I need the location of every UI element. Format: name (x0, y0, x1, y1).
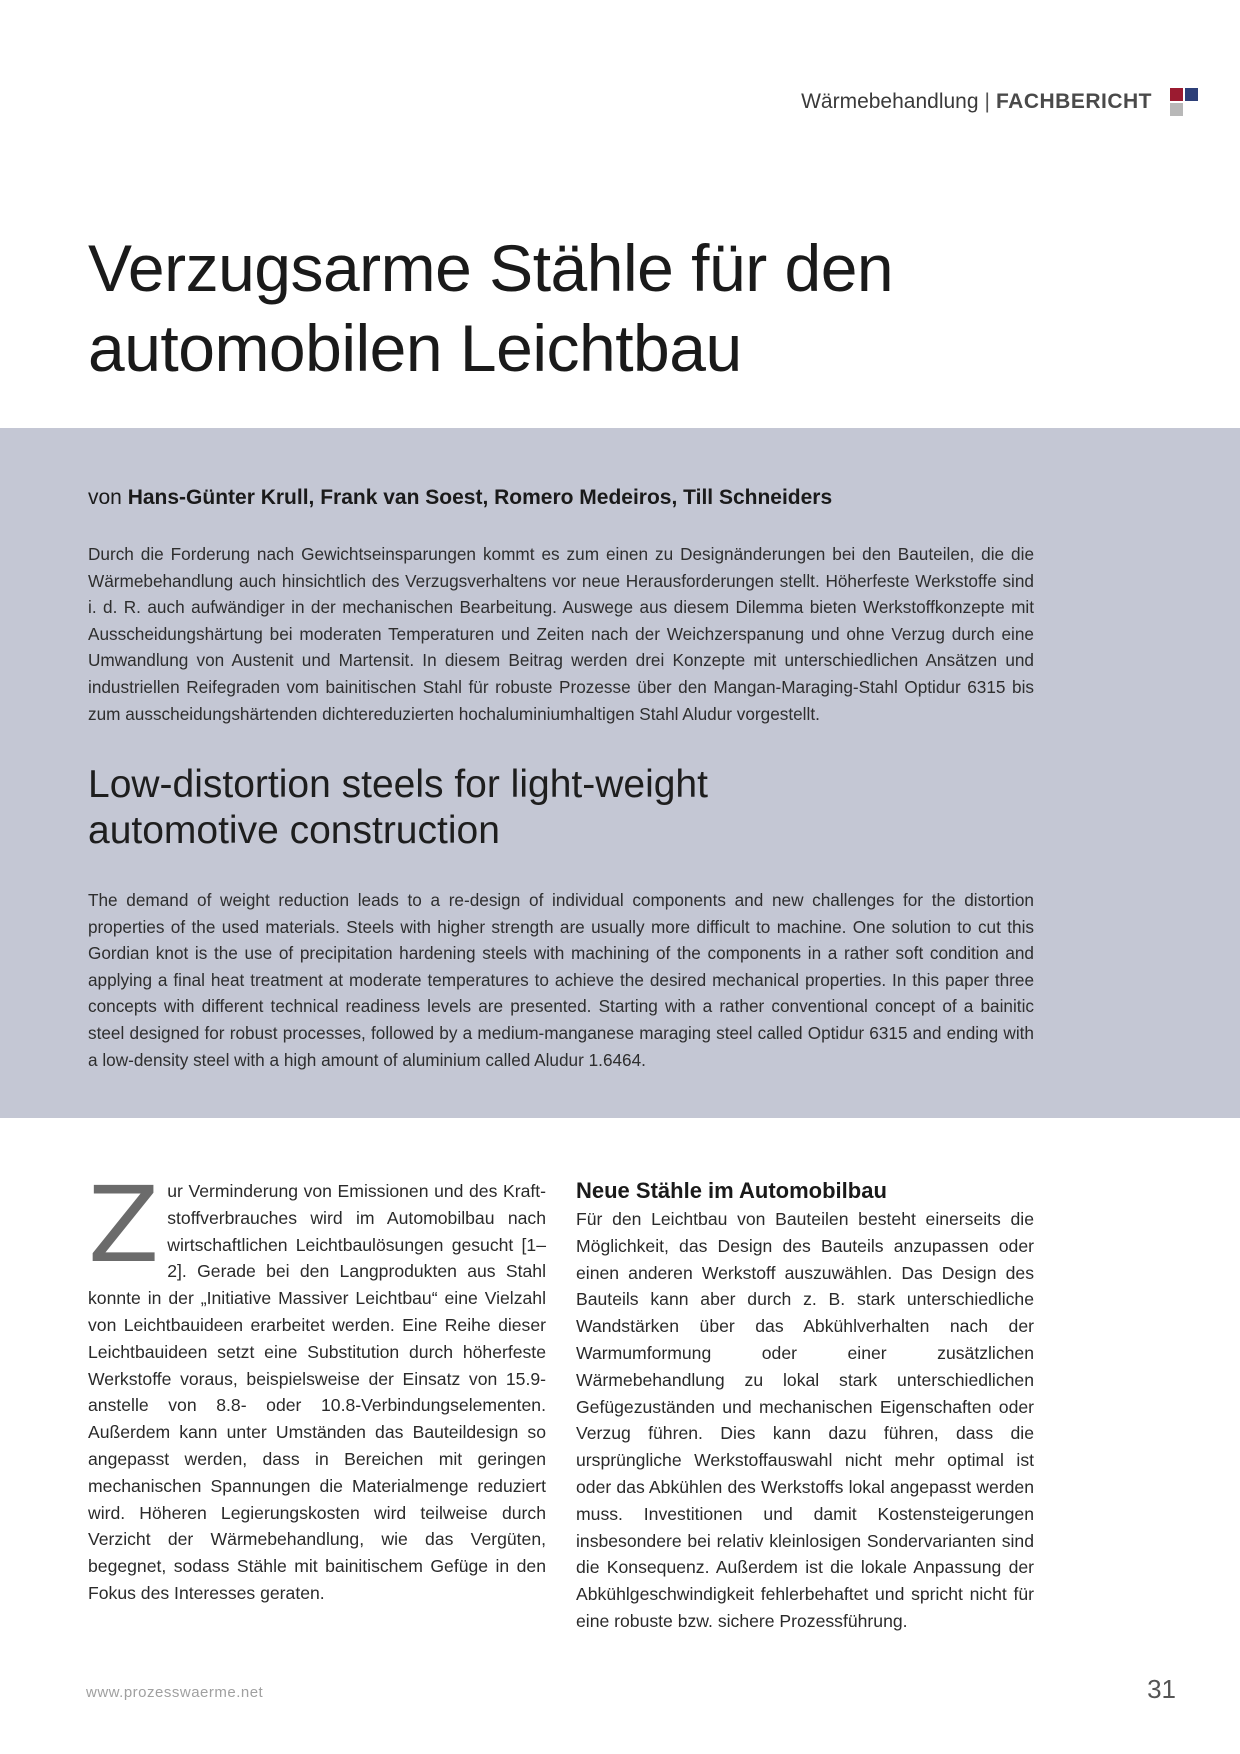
english-title-line-1: Low-distortion steels for light-weight (88, 763, 708, 806)
section-paragraph: Für den Leichtbau von Bauteilen besteht einerseits die Möglichkeit, das Design des Bauteils anzupassen oder einen anderen Werkstoff auszuwählen. Das Design des Bauteils kann aber durch z. B. stark unterschiedliche Wandstärken über das Abkühlverhalten nach der Warmumformung oder einer zusätzlichen Wärmebehandlung zu lokal stark unterschiedlichen Gefügezuständen und mechanischen Eigenschaften oder Verzug führen. Dies kann dazu führen, dass die ursprüngliche Werkstoffauswahl nicht mehr optimal ist oder das Abkühlen des Werkstoffs lokal angepasst werden muss. Investitionen und damit Kostensteigerungen insbesondere bei relativ kleinlosigen Sondervarianten sind die Konsequenz. Außerdem ist die lokale Anpassung der Abkühlgeschwindigkeit fehlerbehaftet und spricht nicht für eine robuste bzw. sichere Prozessführung. (576, 1209, 1034, 1631)
logo-red-square (1170, 88, 1183, 101)
intro-text: ur Verminderung von Emissionen und des Kraftstoffverbrauches wird im Automobilbau nach wirtschaftlichen Leichtbaulösungen gesucht [1–2]. Gerade bei den Langprodukten aus Stahl konnte in der „Initiative Massiver Leichtbau“ eine Vielzahl von Leichtbauideen erarbeitet werden. Eine Reihe dieser Leichtbauideen setzt eine Substitution durch höherfeste Werkstoffe voraus, beispielsweise der Einsatz von 15.9- anstelle von 8.8- oder 10.8-Verbindungselementen. Außerdem kann unter Umständen das Bauteildesign so angepasst werden, dass in Bereichen mit geringen mechanischen Spannungen die Materialmenge reduziert wird. Höheren Legierungskosten wird teilweise durch Verzicht der Wärmebehandlung, wie das Vergüten, begegnet, sodass Stähle mit bainitischem Gefüge in den Fokus des Interesses geraten. (88, 1181, 546, 1603)
logo-blue-square (1185, 88, 1198, 101)
english-title-line-2: automotive construction (88, 809, 500, 852)
article-title-line-2: automobilen Leichtbau (88, 311, 742, 385)
author-prefix: von (88, 486, 122, 509)
logo-gray-square (1170, 103, 1183, 116)
header-section: Wärmebehandlung (801, 90, 979, 113)
section-heading: Neue Stähle im Automobilbau (576, 1178, 887, 1203)
publisher-logo-icon (1170, 88, 1200, 116)
drop-cap: Z (88, 1164, 160, 1286)
english-title (88, 762, 1088, 854)
page-number: 31 (1147, 1674, 1176, 1704)
author-line (88, 486, 832, 510)
author-names: Hans-Günter Krull, Frank van Soest, Romero Medeiros, Till Schneiders (127, 486, 833, 509)
article-title-line-1: Verzugsarme Stähle für den (88, 231, 894, 305)
body-column-right (576, 1178, 1034, 1635)
running-header (801, 88, 1152, 116)
abstract-english: The demand of weight reduction leads to a re-design of individual components and new challenges for the distortion properties of the used materials. Steels with higher strength are usually more difficult to machine. One solution to cut this Gordian knot is the use of precipitation hardening steels with machining of the components in a rather soft condition and applying a final heat treatment at moderate temperatures to achieve the desired mechanical properties. In this paper three concepts with different technical readiness levels are presented. Starting with a rather conventional concept of a bainitic steel designed for robust processes, followed by a medium-manganese maraging steel called Optidur 6315 and ending with a low-density steel with a high amount of aluminium called Aludur 1.6464. (88, 890, 1034, 1070)
footer-url: www.prozesswaerme.net (86, 1684, 264, 1701)
intro-paragraph (88, 1164, 546, 1607)
header-category: FACHBERICHT (996, 90, 1152, 113)
abstract-german: Durch die Forderung nach Gewichtseinsparungen kommt es zum einen zu Designänderungen bei den Bauteilen, die die Wärmebehandlung auch hinsichtlich des Verzugsverhaltens vor neue Herausforderungen stellt. Höherfeste Werkstoffe sind i. d. R. auch aufwändiger in der mechanischen Bearbeitung. Auswege aus diesem Dilemma bieten Werkstoffkonzepte mit Ausscheidungshärtung bei moderaten Temperaturen und Zeiten nach der Weichzerspanung und ohne Verzug durch eine Umwandlung von Austenit und Martensit. In diesem Beitrag werden drei Konzepte mit unterschiedlichen Ansätzen und industriellen Reifegraden vom bainitischen Stahl für robuste Prozesse über den Mangan-Maraging-Stahl Optidur 6315 bis zum ausscheidungshärtenden dichtereduzierten hochaluminiumhaltigen Stahl Aludur vorgestellt. (88, 544, 1034, 724)
header-separator: | (984, 90, 990, 113)
article-title (88, 228, 1088, 388)
body-column-left (88, 1164, 546, 1607)
